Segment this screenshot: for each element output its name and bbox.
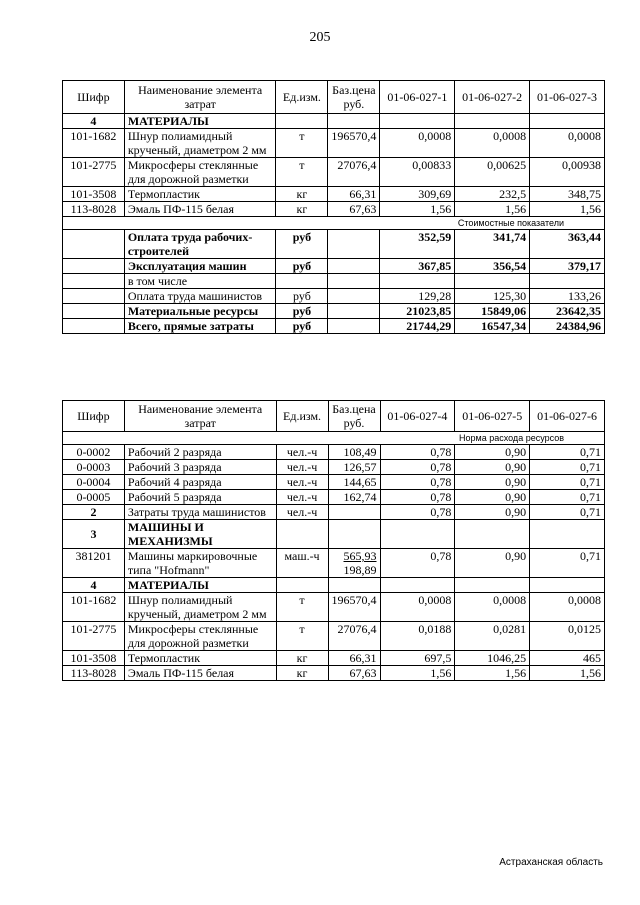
header-col: 01-06-027-3 [530,81,605,114]
section-code: 4 [63,114,125,129]
table-row: 101-1682 Шнур полиамидный крученый, диаметром 2 мм т 196570,4 0,0008 0,0008 0,0008 [63,593,605,622]
cost-row: в том числе [63,274,605,289]
cost-row: Всего, прямые затраты руб 21744,29 16547,34 24384,96 [63,319,605,334]
header-col: 01-06-027-6 [530,401,605,432]
table-row: 0-0005 Рабочий 5 разряда чел.-ч 162,74 0,78 0,90 0,71 [63,490,605,505]
table-row: 0-0002 Рабочий 2 разряда чел.-ч 108,49 0,78 0,90 0,71 [63,445,605,460]
header-col: 01-06-027-5 [455,401,530,432]
section-title: МАТЕРИАЛЫ [124,114,276,129]
table-row: 381201 Машины маркировочные типа "Hofmann" маш.-ч 565,93 198,89 0,78 0,90 0,71 [63,549,605,578]
table-row: 101-2775 Микросферы стеклянные для дорожной разметки т 27076,4 0,00833 0,00625 0,00938 [63,158,605,187]
table-row: 113-8028 Эмаль ПФ-115 белая кг 67,63 1,56 1,56 1,56 [63,666,605,681]
page-number: 205 [309,30,331,45]
header-code: Шифр [63,401,125,432]
norm-caption: Норма расхода ресурсов [63,432,605,445]
header-price: Баз.цена руб. [328,401,380,432]
cost-row: Материальные ресурсы руб 21023,85 15849,06 23642,35 [63,304,605,319]
cost-row: Оплата труда машинистов руб 129,28 125,30 133,26 [63,289,605,304]
header-name: Наименование элемента затрат [124,401,276,432]
table-row: 2 Затраты труда машинистов чел.-ч 0,78 0,90 0,71 [63,505,605,520]
section-code: 3 [63,520,125,549]
table-row: 101-1682 Шнур полиамидный крученый, диаметром 2 мм т 196570,4 0,0008 0,0008 0,0008 [63,129,605,158]
header-code: Шифр [63,81,125,114]
table-row: 113-8028 Эмаль ПФ-115 белая кг 67,63 1,56 1,56 1,56 [63,202,605,217]
table-row: 0-0003 Рабочий 3 разряда чел.-ч 126,57 0,78 0,90 0,71 [63,460,605,475]
section-code: 4 [63,578,125,593]
header-unit: Ед.изм. [276,401,328,432]
cost-row: Эксплуатация машин руб 367,85 356,54 379,17 [63,259,605,274]
section-title: МАТЕРИАЛЫ [124,578,276,593]
table-row: 0-0004 Рабочий 4 разряда чел.-ч 144,65 0,78 0,90 0,71 [63,475,605,490]
header-col: 01-06-027-1 [380,81,455,114]
machine-price: 565,93 [343,549,377,563]
header-price: Баз.цена руб. [328,81,380,114]
table-row: 101-3508 Термопластик кг 66,31 309,69 232,5 348,75 [63,187,605,202]
table-row: 101-2775 Микросферы стеклянные для дорожной разметки т 27076,4 0,0188 0,0281 0,0125 [63,622,605,651]
header-col: 01-06-027-2 [455,81,530,114]
header-name: Наименование элемента затрат [124,81,276,114]
resource-table-2 [62,400,605,681]
region-footer: Астраханская область [499,857,603,868]
table-row: 101-3508 Термопластик кг 66,31 697,5 1046,25 465 [63,651,605,666]
resource-table-1 [62,80,605,334]
machinist-price: 198,89 [343,563,377,577]
cost-caption: Стоимостные показатели [63,217,605,230]
section-title: МАШИНЫ И МЕХАНИЗМЫ [124,520,276,549]
header-unit: Ед.изм. [276,81,328,114]
cost-row: Оплата труда рабочих-строителей руб 352,59 341,74 363,44 [63,230,605,259]
header-col: 01-06-027-4 [380,401,455,432]
